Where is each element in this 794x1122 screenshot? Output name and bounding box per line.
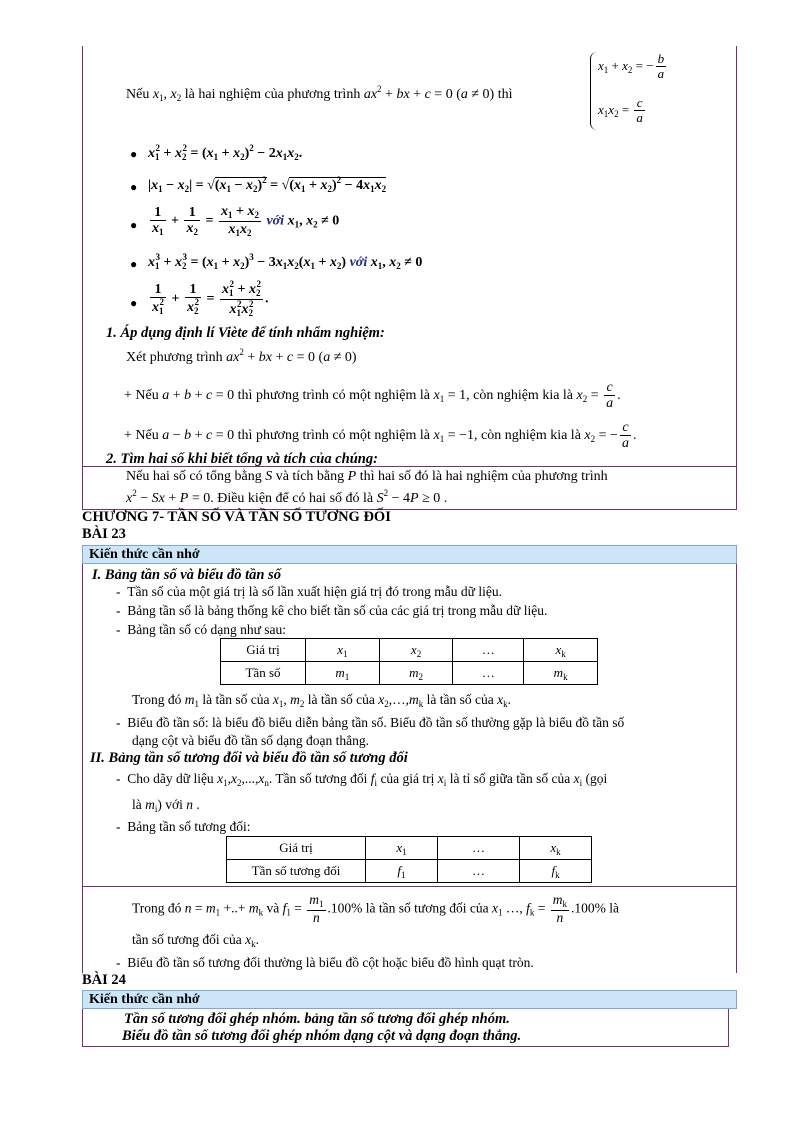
viete-item2-title: 2. Tìm hai số khi biết tổng và tích của chúng: [106,451,378,467]
table-cell: $x_k$ [520,837,592,860]
lesson24-left-border [82,1009,83,1047]
bullet-icon: ● [130,296,138,310]
table-cell: $x_k$ [524,639,598,662]
lesson23-sec2-note: Trong đó $n = m_1$ +..+ $m_k$ và $f_1$ = $\frac{m_1}{n}$ .100% là tần số tương đối của $x_1$ …, $f_k$ = $\frac{m_k}{n}$ .100% là [132,892,619,925]
bullet-icon: ● [130,257,138,271]
table-cell: … [437,837,519,860]
lesson23-sec2-note-cont: tần số tương đối của $x_k$. [132,932,259,949]
viete-sum: $x_1 + x_2$ = − $\frac{b}{a}$ [598,51,665,82]
lesson23-sec2-b3: - Biểu đồ tần số tương đối thường là biểu đồ cột hoặc biểu đồ hình quạt tròn. [116,955,534,970]
table-cell: $f_k$ [520,860,592,883]
viete-item2-line1: Nếu hai số có tổng bằng S và tích bằng P thì hai số đó là hai nghiệm của phương trình [126,469,608,484]
bullet-icon: ● [130,180,138,194]
lesson23-sec2-b1: - Cho dãy dữ liệu $x_1,x_2,...,x_n$. Tần số tương đối $f_i$ của giá trị $x_i$ là tỉ số giữa tần số của $x_i$ (gọi [116,771,608,788]
box-left-border [82,46,83,510]
viete-item2-line2: $x^2 - Sx + P = 0$. Điều kiện để có hai số đó là $S^2 - 4P \ge 0$ . [126,488,448,506]
lesson23-left-border [82,545,83,973]
table-cell: $m_1$ [306,662,380,685]
bullet-icon: ● [130,218,138,232]
lesson23-sec1-b1: - Tần số của một giá trị là số lần xuất hiện giá trị đó trong mẫu dữ liệu. [116,584,502,599]
lesson23-sec2-b1-cont: là $m_i$) với n . [132,797,200,814]
table-row [221,662,598,685]
lesson23-sec1-b3: - Bảng tần số có dạng như sau: [116,622,287,637]
table-row [227,837,592,860]
table-cell: $x_1$ [366,837,438,860]
lesson23-right-border [736,545,737,973]
table-cell: … [437,860,519,883]
lesson24-right-border [728,1009,729,1047]
lesson23-divider [82,886,737,887]
lesson23-sec2-b2: - Bảng tần số tương đối: [116,819,251,834]
table-row [227,860,592,883]
table-row [221,639,598,662]
table-cell: $m_k$ [524,662,598,685]
frequency-table [220,638,598,685]
identity-reciprocal-squares: $\frac{1}{x_1^2}$ + $\frac{1}{x_2^2}$ = $\frac{x_1^2 + x_2^2}{x_1^2x_2^2}$ . [152,279,269,318]
lesson24-box-header: Kiến thức cần nhớ [82,990,737,1009]
lesson23-box-header: Kiến thức cần nhớ [82,545,737,564]
lesson23-sec1-note: Trong đó $m_1$ là tần số của $x_1$, $m_2$ là tần số của $x_2,\dots,m_k$ là tần số của $x_k$. [132,692,511,709]
lesson23-title: BÀI 23 [82,526,126,542]
chapter-title: CHƯƠNG 7- TẦN SỐ VÀ TẦN SỐ TƯƠNG ĐỐI [82,509,391,525]
lesson24-line2: Biểu đồ tần số tương đối ghép nhóm dạng cột và dạng đoạn thẳng. [122,1028,522,1044]
lesson23-sec1-b4: - Biểu đồ tần số: là biểu đồ biểu diễn bảng tần số. Biểu đồ tần số thường gặp là biểu đồ tần số [116,715,625,730]
relative-frequency-table [226,836,592,883]
identity-sum-squares: $x_1^2 + x_2^2 = (x_1 + x_2)^2 - 2x_1x_2$. [148,143,303,162]
table-cell: $m_2$ [379,662,453,685]
table-cell: $x_2$ [379,639,453,662]
viete-case1: + Nếu a + b + c = 0 thì phương trình có một nghiệm là $x_1 = 1$, còn nghiệm kia là $x_2$ = $\frac{c}{a}$ . [124,380,621,412]
table-cell: Giá trị [227,837,366,860]
viete-item1-text: Xét phương trình $ax^2$ + bx + c = 0 (a ≠ 0) [126,347,357,365]
table-cell: … [453,639,524,662]
system-brace [590,52,597,130]
box-right-border [736,46,737,510]
lesson23-sec2-title: II. Bảng tần số tương đối và biểu đồ tần số tương đối [90,750,408,766]
table-cell: Giá trị [221,639,306,662]
lesson23-sec1-b4-cont: dạng cột và biểu đồ tần số dạng đoạn thẳng. [132,733,369,748]
identity-reciprocal-sum: $\frac{1}{x_1}$ + $\frac{1}{x_2}$ = $\frac{x_1 + x_2}{x_1x_2}$ với $x_1$, $x_2 \ne 0$ [152,204,340,238]
table-cell: Tần số tương đối [227,860,366,883]
lesson23-sec1-title: I. Bảng tần số và biểu đồ tần số [92,567,281,583]
table-cell: $x_1$ [306,639,380,662]
lesson24-bottom-border [82,1046,729,1047]
viete-product: $x_1x_2$ = $\frac{c}{a}$ [598,95,643,126]
identity-abs-diff: $|x_1 - x_2| = √(x_1 - x_2)^2 = √(x_1 + x_2)^2 - 4x_1x_2$ [148,175,387,194]
table-cell: … [453,662,524,685]
lesson23-sec1-b2: - Bảng tần số là bảng thống kê cho biết tần số của các giá trị trong mẫu dữ liệu. [116,603,548,618]
viete-item1-title: 1. Áp dụng định lí Viète để tính nhẩm nghiệm: [106,325,385,341]
table-cell: Tần số [221,662,306,685]
bullet-icon: ● [130,147,138,161]
lesson24-title: BÀI 24 [82,972,126,988]
identity-sum-cubes: $x_1^3 + x_2^3 = (x_1 + x_2)^3 - 3x_1x_2(x_1 + x_2)$ với $x_1$, $x_2 \ne 0$ [148,252,423,271]
viete-case2: + Nếu a − b + c = 0 thì phương trình có một nghiệm là $x_1 = -1$, còn nghiệm kia là $x_2$ = − $\frac{c}{a}$ . [124,420,637,452]
table-cell: $f_1$ [366,860,438,883]
lesson24-line1: Tần số tương đối ghép nhóm. bảng tần số tương đối ghép nhóm. [124,1011,510,1027]
viete-intro: Nếu $x_1$, $x_2$ là hai nghiệm của phương trình $ax^2$ + bx + c = 0 (a ≠ 0) thì [126,84,513,103]
